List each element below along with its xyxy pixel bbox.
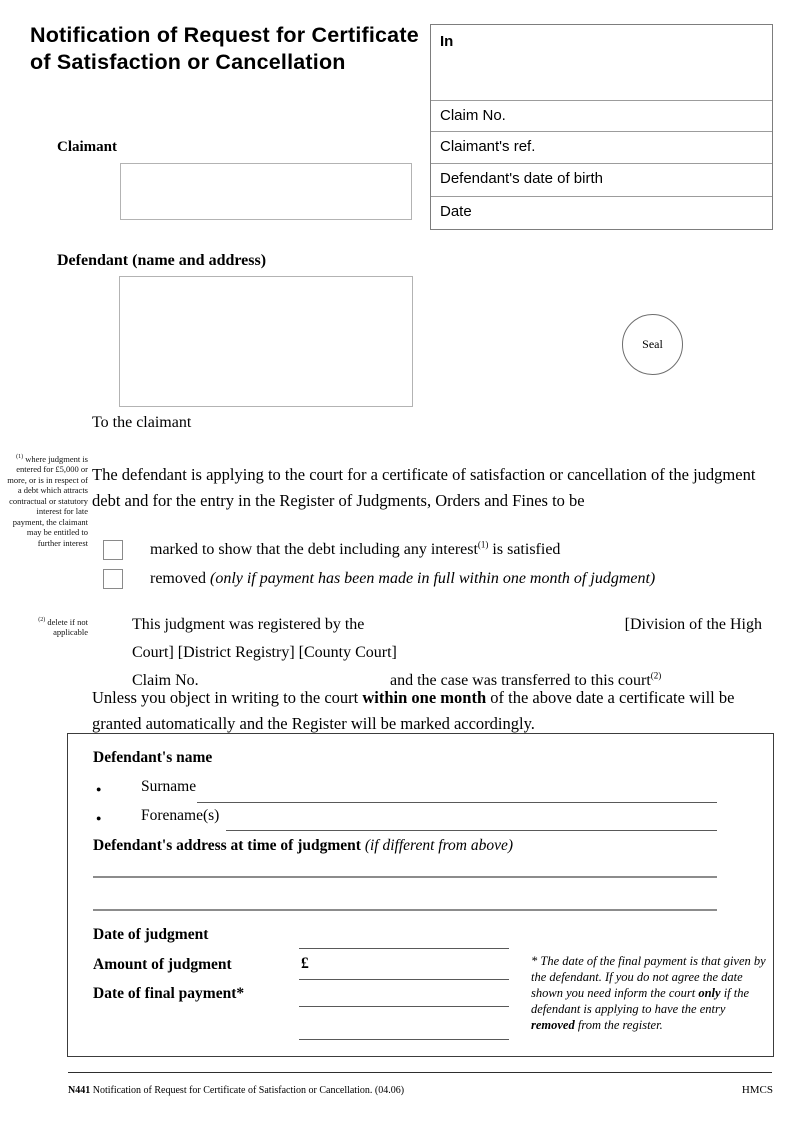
footnote-only-text: only (698, 986, 721, 1000)
claimant-address-box[interactable] (120, 163, 412, 220)
unless-text-2: of the above date a certificate will be granted automatically and the Register will be marked accordingly. (92, 688, 735, 733)
checkbox-removed-label (150, 570, 655, 588)
registered-claim-no-label: Claim No. (132, 672, 199, 689)
claim-no-field[interactable] (431, 100, 772, 131)
registered-line-1 (132, 611, 762, 639)
unless-text-1: Unless you object in writing to the court (92, 688, 363, 707)
date-of-judgment-label: Date of judgment (93, 926, 209, 943)
address-input-line-1[interactable] (93, 876, 717, 878)
forename-bullet-icon: ● (96, 813, 102, 823)
seal-label: Seal (642, 337, 663, 351)
margin-note-interest (6, 452, 88, 548)
checkbox-marked-label (150, 541, 560, 559)
surname-label: Surname (141, 778, 197, 795)
claim-no-label: Claim No. (440, 107, 506, 124)
surname-input-line[interactable] (197, 802, 717, 803)
extra-input-line[interactable] (299, 1039, 509, 1040)
defendant-address-box[interactable] (119, 276, 413, 407)
claimant-label: Claimant (57, 139, 117, 155)
date-label: Date (440, 203, 472, 220)
footer-org: HMCS (741, 1084, 773, 1096)
amount-input-line[interactable] (299, 979, 509, 980)
footnote-text-2: if the defendant is applying to have the entry (531, 986, 750, 1016)
checkbox-marked-satisfied[interactable] (103, 540, 123, 560)
to-claimant-heading: To the claimant (92, 414, 192, 431)
address-input-line-2[interactable] (93, 909, 717, 911)
defendant-dob-label: Defendant's date of birth (440, 170, 603, 187)
footnote-text-3: from the register. (574, 1018, 663, 1032)
footnote-removed-text: removed (531, 1018, 575, 1032)
amount-of-judgment-label: Amount of judgment (93, 956, 232, 973)
address-heading (93, 837, 513, 855)
defendant-dob-field[interactable] (431, 163, 772, 196)
footer-divider (68, 1072, 772, 1073)
final-payment-label: Date of final payment* (93, 985, 245, 1002)
surname-bullet-icon: ● (96, 784, 102, 794)
footnote-text-1: * The date of the final payment is that given by the defendant. If you do not agree the date shown you need inform the court (531, 954, 766, 1000)
date-of-judgment-input-line[interactable] (299, 948, 509, 949)
defendant-name-heading: Defendant's name (93, 749, 213, 766)
registered-by-text: This judgment was registered by the (132, 616, 365, 633)
transferred-text-body: and the case was transferred to this court (390, 672, 651, 689)
court-name-field[interactable] (431, 25, 772, 100)
claimant-ref-field[interactable] (431, 131, 772, 163)
date-field[interactable] (431, 196, 772, 229)
checkbox-removed-condition: (only if payment has been made in full within one month of judgment) (209, 570, 656, 587)
defendant-label: Defendant (name and address) (57, 252, 267, 269)
forename-label: Forename(s) (141, 807, 220, 824)
margin-note-2-ref: (2) (38, 617, 46, 623)
address-heading-note: (if different from above) (364, 837, 514, 854)
checkbox-removed-text: removed (150, 570, 210, 587)
checkbox-marked-text: marked to show that the debt including any interest (150, 541, 478, 558)
margin-note-1-text: where judgment is entered for £5,000 or more, or is in respect of a debt which attracts contractual or statutory interest for late payment, the claimant may be entitled to further interest (7, 453, 88, 548)
unless-paragraph (92, 685, 774, 737)
registered-by-block (132, 611, 762, 695)
final-payment-footnote (531, 953, 771, 1033)
intro-paragraph: The defendant is applying to the court for a certificate of satisfaction or cancellation of the judgment debt and for the entry in the Register of Judgments, Orders and Fines to be (92, 465, 756, 510)
form-code: N441 (68, 1085, 91, 1096)
address-heading-bold: Defendant's address at time of judgment (93, 837, 365, 854)
within-one-month-text: within one month (362, 688, 487, 707)
margin-note-delete (6, 615, 88, 638)
checkbox-removed[interactable] (103, 569, 123, 589)
forename-input-line[interactable] (226, 830, 717, 831)
margin-note-2-text: delete if not applicable (45, 616, 88, 638)
court-header-table (430, 24, 773, 230)
checkbox-marked-text-end: is satisfied (488, 541, 561, 558)
pound-sign: £ (301, 955, 309, 972)
page-title: Notification of Request for Certificate of Satisfaction or Cancellation (30, 23, 419, 74)
footer-form-id (68, 1085, 404, 1096)
court-name-label: In (440, 33, 454, 50)
division-high-text: [Division of the High (624, 616, 762, 633)
form-code-description: Notification of Request for Certificate of Satisfaction or Cancellation. (04.06) (90, 1085, 405, 1096)
court-seal (622, 314, 683, 375)
checkbox-marked-ref: (1) (477, 539, 489, 550)
claimant-ref-label: Claimant's ref. (440, 138, 536, 155)
margin-note-1-ref: (1) (16, 454, 24, 460)
final-payment-input-line[interactable] (299, 1006, 509, 1007)
transferred-ref: (2) (650, 670, 662, 681)
registered-line-2: Court] [District Registry] [County Court] (132, 644, 397, 661)
defendant-details-box (67, 733, 774, 1057)
